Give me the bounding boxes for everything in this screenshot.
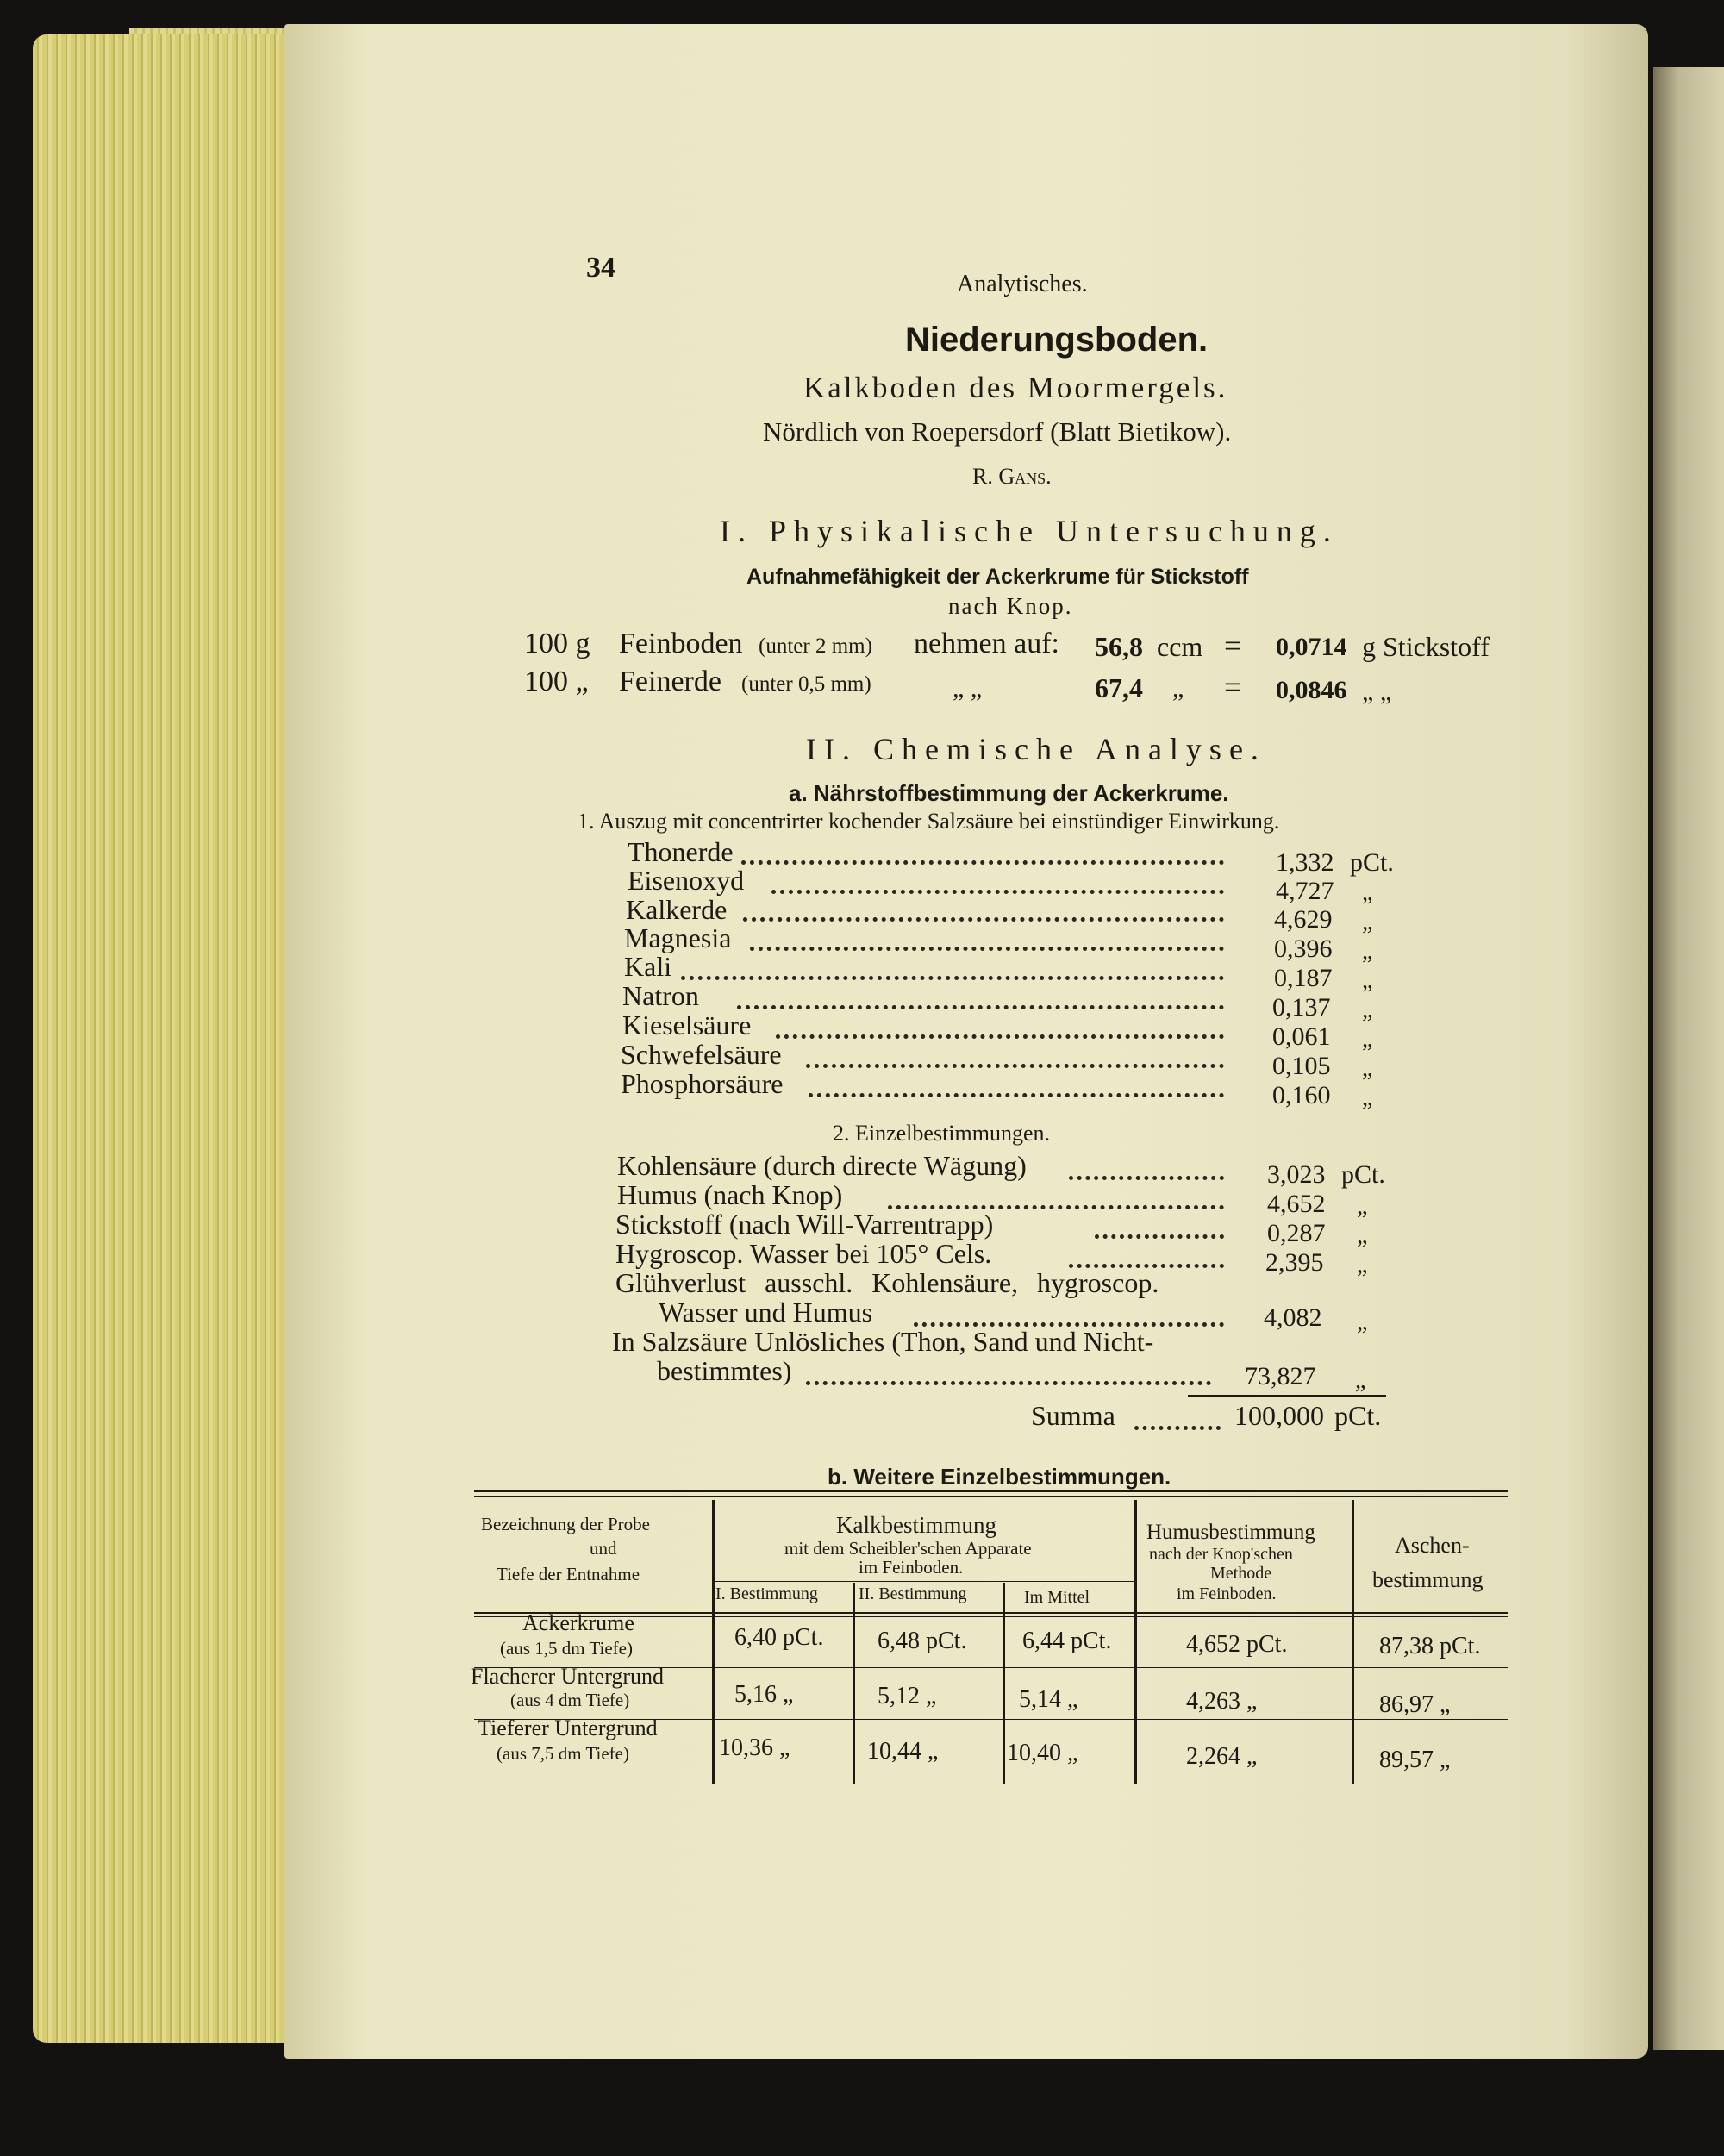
item-name: Glühverlust ausschl. Kohlensäure, hygroscop.	[615, 1267, 1159, 1298]
item-name: Natron	[622, 980, 699, 1011]
chemical-heading: II. Chemische Analyse.	[806, 732, 1266, 766]
item-unit: „	[1357, 1222, 1368, 1249]
item-unit: „	[1362, 1084, 1373, 1111]
item-name: Thonerde	[628, 836, 734, 867]
item-unit: „	[1362, 967, 1373, 994]
row-equals: =	[1224, 670, 1242, 704]
item-value: 1,332	[1276, 848, 1334, 877]
sample-name: Ackerkrume	[522, 1610, 634, 1635]
item-value: 2,395	[1265, 1248, 1324, 1277]
sample-depth: (aus 7,5 dm Tiefe)	[497, 1743, 629, 1764]
item-unit: „	[1362, 909, 1373, 935]
row-ccm: 67,4	[1095, 672, 1143, 703]
item-value: 0,160	[1272, 1081, 1331, 1109]
item-name: In Salzsäure Unlösliches (Thon, Sand und Nicht-	[612, 1326, 1154, 1357]
sum-rule	[1188, 1395, 1386, 1397]
running-title: Analytisches.	[957, 271, 1088, 297]
item-value: 0,396	[1274, 934, 1333, 963]
item-name: Stickstoff (nach Will-Varrentrapp)	[615, 1209, 994, 1240]
leader-dots	[1095, 1234, 1224, 1239]
header-kalk-line2: mit dem Scheibler'schen Apparate	[784, 1538, 1032, 1559]
item-name: Magnesia	[624, 922, 732, 953]
column-divider	[853, 1583, 855, 1784]
header-humus-line2: nach der Knop'schen	[1149, 1545, 1293, 1564]
soil-type: Kalkboden des Moormergels.	[803, 371, 1228, 404]
item-name: Kieselsäure	[622, 1009, 752, 1041]
main-title: Niederungsboden.	[905, 321, 1209, 359]
item-unit: „	[1357, 1309, 1368, 1335]
asche-value: 87,38 pCt.	[1379, 1633, 1481, 1659]
single-title: 2. Einzelbestimmungen.	[833, 1121, 1051, 1146]
header-kalk-sub1: I. Bestimmung	[715, 1584, 818, 1603]
row-name: Feinerde	[619, 666, 721, 697]
row-value: 0,0714	[1276, 633, 1347, 661]
row-verb: nehmen auf:	[914, 628, 1059, 659]
sample-name: Flacherer Untergrund	[471, 1664, 665, 1689]
header-asche-line1: Aschen-	[1395, 1533, 1470, 1558]
page-number: 34	[586, 252, 615, 284]
humus-value: 4,263 „	[1186, 1688, 1258, 1715]
item-unit: pCt.	[1350, 848, 1394, 877]
item-name: Eisenoxyd	[628, 865, 745, 896]
row-size: (unter 2 mm)	[759, 634, 872, 658]
row-size: (unter 0,5 mm)	[741, 672, 871, 696]
row-ccm: 56,8	[1095, 631, 1143, 662]
item-value: 4,727	[1276, 877, 1334, 905]
book-page-edges	[33, 34, 291, 2043]
summa-value: 100,000	[1234, 1400, 1324, 1431]
leader-dots	[776, 1034, 1224, 1039]
column-divider	[712, 1500, 715, 1784]
item-value: 0,187	[1274, 964, 1333, 992]
row-unit: „	[1172, 674, 1184, 703]
row-unit: ccm	[1157, 631, 1203, 662]
header-sample-line2: und	[590, 1538, 617, 1559]
item-name-continued: Wasser und Humus	[659, 1297, 873, 1328]
physical-heading: I. Physikalische Untersuchung.	[720, 514, 1339, 548]
row-value: 0,0846	[1276, 676, 1347, 704]
humus-value: 2,264 „	[1186, 1743, 1258, 1770]
row-quantity: 100 „	[524, 666, 589, 697]
facing-page	[1653, 67, 1724, 2050]
header-sample-line3: Tiefe der Entnahme	[497, 1564, 640, 1584]
kalk-second: 10,44 „	[867, 1738, 939, 1765]
table-top-rule	[474, 1490, 1508, 1492]
item-name: Phosphorsäure	[621, 1068, 784, 1099]
kalk-first: 6,40 pCt.	[734, 1624, 824, 1651]
item-name-continued: bestimmtes)	[657, 1355, 792, 1386]
sample-name: Tieferer Untergrund	[478, 1715, 658, 1740]
header-asche-line2: bestimmung	[1372, 1567, 1484, 1592]
column-divider	[1352, 1500, 1354, 1784]
kalk-mean: 10,40 „	[1007, 1740, 1078, 1766]
item-value: 3,023	[1267, 1160, 1326, 1189]
row-equals: =	[1224, 628, 1242, 663]
item-value: 0,105	[1272, 1052, 1331, 1080]
item-unit: pCt.	[1341, 1160, 1385, 1189]
item-value: 4,629	[1274, 905, 1333, 934]
header-humus-line1: Humusbestimmung	[1146, 1521, 1315, 1544]
item-unit: „	[1355, 1367, 1366, 1394]
item-name: Humus (nach Knop)	[617, 1179, 843, 1210]
summa-unit: pCt.	[1334, 1400, 1382, 1431]
column-divider	[1003, 1583, 1005, 1784]
leader-dots	[681, 976, 1224, 980]
kalk-mean: 6,44 pCt.	[1022, 1628, 1112, 1654]
item-unit: „	[1362, 938, 1373, 965]
table-top-rule	[474, 1496, 1508, 1497]
item-unit: „	[1362, 1055, 1373, 1082]
leader-dots	[806, 1064, 1224, 1068]
kalk-second: 5,12 „	[878, 1683, 937, 1709]
leader-dots	[806, 1381, 1211, 1385]
header-kalk-sub3: Im Mittel	[1024, 1588, 1090, 1607]
column-divider	[1134, 1500, 1137, 1784]
leader-dots	[809, 1093, 1224, 1097]
item-unit: „	[1362, 1026, 1373, 1053]
item-unit: „	[1357, 1252, 1368, 1278]
humus-value: 4,652 pCt.	[1186, 1631, 1288, 1658]
header-sample-line1: Bezeichnung der Probe	[481, 1514, 650, 1534]
author: R. Gans.	[972, 464, 1052, 489]
item-unit: „	[1357, 1193, 1368, 1220]
location: Nördlich von Roepersdorf (Blatt Bietikow).	[763, 416, 1232, 447]
leader-dots	[750, 947, 1224, 951]
asche-value: 89,57 „	[1379, 1747, 1451, 1773]
item-name: Kali	[624, 951, 672, 982]
header-kalk-sub2: II. Bestimmung	[859, 1584, 967, 1603]
leader-dots	[1134, 1426, 1221, 1430]
kalk-sub-rule	[714, 1581, 1136, 1582]
extract-title: 1. Auszug mit concentrirter kochender Salzsäure bei einstündiger Einwirkung.	[578, 809, 1280, 834]
physical-subheading: Aufnahmefähigkeit der Ackerkrume für Stickstoff	[746, 565, 1249, 589]
sample-depth: (aus 1,5 dm Tiefe)	[500, 1638, 633, 1659]
kalk-second: 6,48 pCt.	[878, 1628, 967, 1654]
leader-dots	[743, 917, 1224, 922]
item-unit: „	[1362, 879, 1373, 906]
row-tail: „ „	[1362, 678, 1392, 706]
physical-method: nach Knop.	[948, 593, 1073, 619]
item-value: 73,827	[1245, 1362, 1316, 1390]
item-name: Schwefelsäure	[621, 1039, 782, 1070]
further-heading: b. Weitere Einzelbestimmungen.	[828, 1464, 1171, 1490]
leader-dots	[771, 890, 1224, 894]
item-value: 4,082	[1264, 1303, 1322, 1332]
item-unit: „	[1362, 997, 1373, 1023]
leader-dots	[1069, 1176, 1224, 1180]
kalk-mean: 5,14 „	[1019, 1686, 1078, 1713]
kalk-first: 10,36 „	[719, 1734, 790, 1761]
kalk-first: 5,16 „	[734, 1681, 794, 1708]
header-kalk-line1: Kalkbestimmung	[836, 1512, 996, 1538]
row-quantity: 100 g	[524, 628, 590, 659]
row-name: Feinboden	[619, 628, 743, 659]
row-verb: „ „	[953, 674, 983, 703]
summa-label: Summa	[1031, 1400, 1115, 1431]
row-tail: g Stickstoff	[1362, 631, 1490, 662]
leader-dots	[737, 1005, 1224, 1009]
item-value: 0,061	[1272, 1022, 1331, 1051]
item-value: 0,287	[1267, 1219, 1326, 1247]
item-value: 4,652	[1267, 1190, 1326, 1218]
item-value: 0,137	[1272, 993, 1331, 1022]
item-name: Kohlensäure (durch directe Wägung)	[617, 1150, 1027, 1181]
header-humus-line3: Methode	[1210, 1564, 1272, 1583]
header-kalk-line3: im Feinboden.	[859, 1557, 964, 1578]
chemical-subheading: a. Nährstoffbestimmung der Ackerkrume.	[789, 780, 1229, 806]
header-humus-line4: im Feinboden.	[1177, 1584, 1277, 1603]
item-name: Hygroscop. Wasser bei 105° Cels.	[615, 1238, 992, 1269]
item-name: Kalkerde	[626, 894, 728, 925]
sample-depth: (aus 4 dm Tiefe)	[510, 1690, 630, 1710]
asche-value: 86,97 „	[1379, 1691, 1451, 1718]
leader-dots	[741, 860, 1224, 865]
